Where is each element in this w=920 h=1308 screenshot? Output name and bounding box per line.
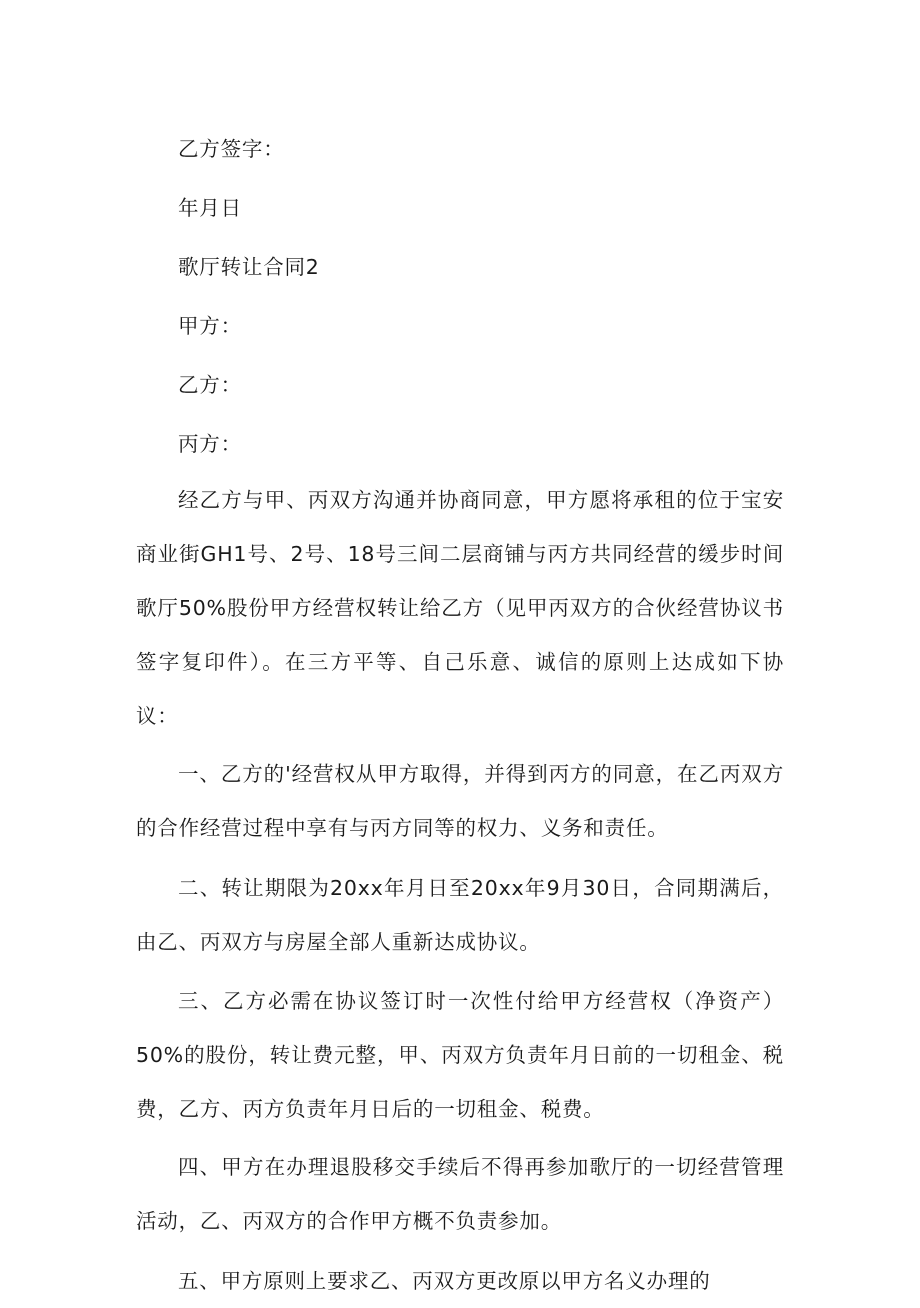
date-line: 年月日 (178, 196, 242, 220)
clause-5-paragraph: 五、甲方原则上要求乙、丙双方更改原以甲方名义办理的 (178, 1269, 711, 1293)
party-c-line: 丙方： (178, 432, 242, 456)
contract-title: 歌厅转让合同2 (178, 255, 320, 279)
clause-4-paragraph: 四、甲方在办理退股移交手续后不得再参加歌厅的一切经营管理活动，乙、丙双方的合作甲方概不负责参加。 (136, 1155, 784, 1233)
party-a-line: 甲方： (178, 314, 242, 338)
clause-2-paragraph: 二、转让期限为20xx年月日至20xx年9月30日，合同期满后，由乙、丙双方与房屋全部人重新达成协议。 (136, 876, 784, 954)
party-b-line: 乙方： (178, 373, 242, 397)
contract-text (136, 122, 784, 1308)
clause-3-paragraph: 三、乙方必需在协议签订时一次性付给甲方经营权（净资产）50%的股份，转让费元整，甲、丙双方负责年月日前的一切租金、税费，乙方、丙方负责年月日后的一切租金、税费。 (136, 989, 784, 1121)
intro-paragraph: 经乙方与甲、丙双方沟通并协商同意，甲方愿将承租的位于宝安商业街GH1号、2号、18号三间二层商铺与丙方共同经营的缓步时间歌厅50%股份甲方经营权转让给乙方（见甲丙双方的合伙经营协议书签字复印件）。在三方平等、自己乐意、诚信的原则上达成如下协议： (136, 488, 784, 728)
party-b-signature-line: 乙方签字： (178, 137, 285, 161)
clause-1-paragraph: 一、乙方的'经营权从甲方取得，并得到丙方的同意，在乙丙双方的合作经营过程中享有与丙方同等的权力、义务和责任。 (136, 762, 784, 840)
